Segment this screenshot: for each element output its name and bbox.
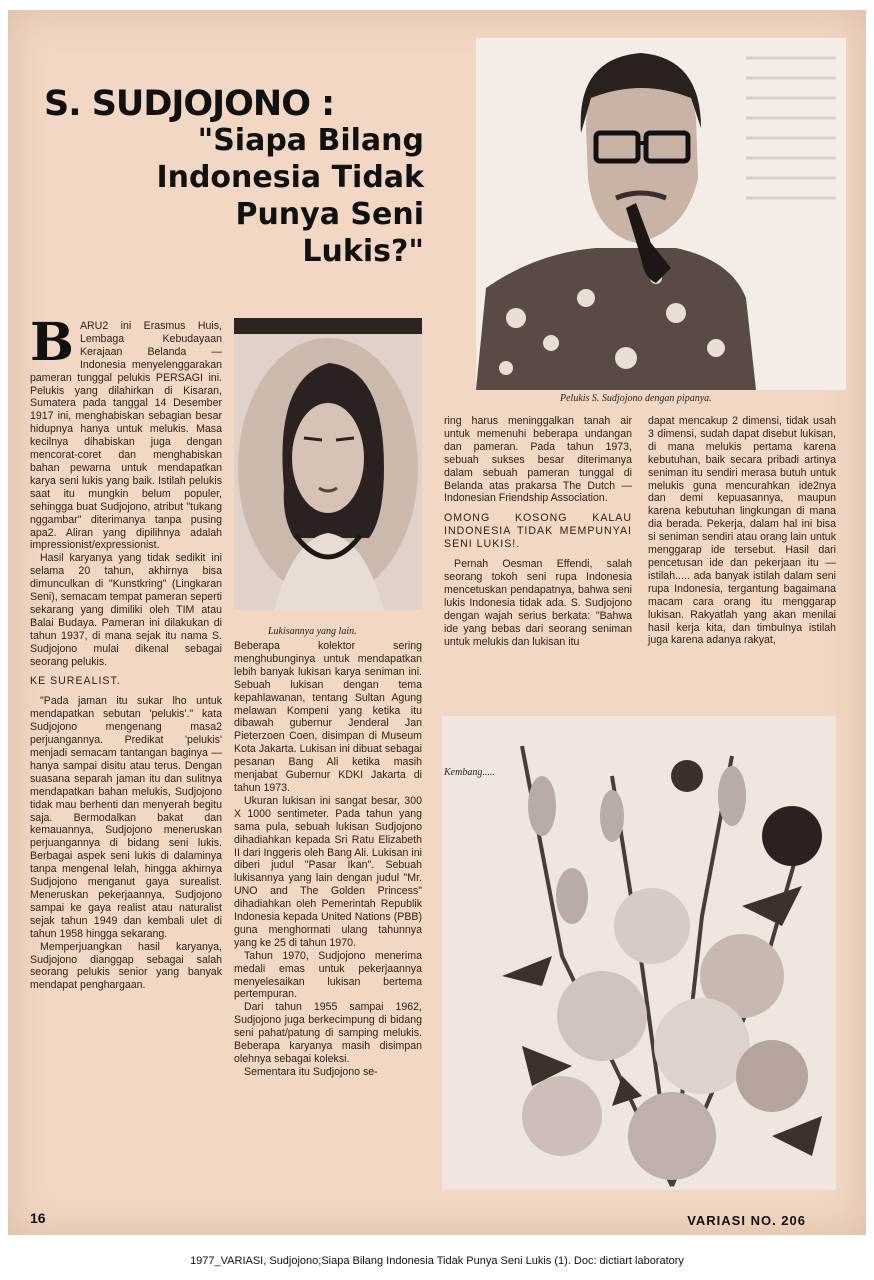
article-column-4 <box>648 415 836 647</box>
page-number: 16 <box>30 1210 46 1226</box>
paragraph: "Pada jaman itu sukar lho untuk mendapatkan sebutan 'pelukis'." kata Sudjojono mengenang masa2 perjuangannya. Predikat 'pelukis' menjadi semacam tantangan baginya — hanya sampai disitu atau terus. Dengan suasana separah jaman itu dan sulitnya mendapatkan bahan melukis, Sudjojono tidak mau berhenti dan menyerah begitu saja. Bermodalkan bakat dan kemauannya, Sudjojono meneruskan perjuangannya di bidang seni lukis. Berbagai aspek seni lukis di dalaminya tanpa mengenal lelah, hingga akhirnya Sudjojono menganut gaya surealist. Meneruskan pekerjaannya, Sudjojono sampai ke gaya realist atau naturalist sejak tahun 1949 dan kembali ulet di tahun 1958 hingga sekarang. <box>30 695 222 940</box>
paragraph: Memperjuangkan hasil karyanya, Sudjojono dianggap sebagai salah seorang pelukis senior yang banyak mendapat penghargaan. <box>30 940 222 992</box>
flower-painting-illustration <box>442 716 836 1190</box>
paragraph: Dari tahun 1955 sampai 1962, Sudjojono juga berkecimpung di bidang seni pahat/patung di samping melukis. Beberapa karyanya masih disimpan olehnya sebagai koleksi. <box>234 1001 422 1065</box>
paragraph: Ukuran lukisan ini sangat besar, 300 X 1000 sentimeter. Pada tahun yang sama pula, sebuah lukisan Sudjojono dihadiahkan kepada Sri Ratu Elizabeth II dari Inggeris oleh Bang Ali. Lukisan ini diberi judul "Pasar Ikan". Sebuah lukisannya yang lain dengan judul "Mr. UNO and The Golden Princess" dihadiahkan oleh Pemerintah Republik Indonesia kepada United Nations (PBB) guna menghormati ulang tahunnya yang ke 25 di tahun 1970. <box>234 794 422 949</box>
portrait-photo <box>476 38 846 390</box>
magazine-issue: VARIASI NO. 206 <box>687 1213 806 1228</box>
article-subtitle: "Siapa Bilang Indonesia Tidak Punya Seni Lukis?" <box>156 123 424 269</box>
article-column-1 <box>30 312 222 992</box>
paragraph: ring harus meninggalkan tanah air untuk memenuhi beberapa undangan dan pameran. Pada tahun 1973, sebuah sukses besar diterimanya dalam sebuah pameran tunggal di Belanda atas prakarsa The Dutch — Indonesian Friendship Association. <box>444 415 632 505</box>
paragraph: Hasil karyanya yang tidak sedikit ini selama 20 tahun, akhirnya bisa dimunculkan di "Kunstkring" (Lingkaran Seni), semacam tempat pameran seperti sekarang yang dimiliki oleh TIM atau Balai Budaya. Pameran ini dilakukan di tahun 1937, di mana sejak itu nama S. Sudjojono mulai dikenal sebagai seorang pelukis. <box>30 552 222 668</box>
paragraph: Pernah Oesman Effendi, salah seorang tokoh seni rupa Indonesia mencetuskan pendapatnya, bahwa seni lukis Indonesia tidak ada. S. Sudjojono dengan wajah serius berkata: "Bahwa ide yang bebas dari seorang seniman untuk melukis dan lukisan itu <box>444 558 632 648</box>
painting-woman-illustration <box>234 318 422 610</box>
flower-painting-caption: Kembang..... <box>444 767 495 778</box>
magazine-page <box>8 10 866 1235</box>
section-heading: KE SUREALIST. <box>30 675 121 688</box>
drop-cap: B <box>30 312 74 373</box>
paragraph: Beberapa kolektor sering menghubunginya untuk mendapatkan lebih banyak lukisan karya seniman ini. Sebuah lukisan dengan tema kepahlawanan, tentang Sultan Agung melawan Kompeni yang ketika itu dibawah gubernur Jenderal Jan Pieterzoen Coen, disimpan di Museum Kota Jakarta. Lukisan ini dibuat sebagai pesanan Bang Ali ketika masih menjabat Gubernur KDKI Jakarta di tahun 1973. <box>234 640 422 794</box>
portrait-caption: Pelukis S. Sudjojono dengan pipanya. <box>560 393 712 404</box>
paragraph: ARU2 ini Erasmus Huis, Lembaga Kebudayaan Kerajaan Belanda — Indonesia menyelenggarakan pameran tunggal pelukis PERSAGI ini. Pelukis yang dilahirkan di Kisaran, Sumatera pada tanggal 14 Desember 1917 ini, menghabiskan sebagian besar hidupnya hanya untuk melukis. Masa kecilnya dihabiskan juga dengan mencorat-coret dan menghabiskan bahan pewarna untuk mendapatkan karya seni lukis yang baik. Istilah pelukis saat itu mungkin belum populer, sehingga buat Sudjojono, atribut "tukang nggambar" diterimanya tanpa pusing apa2. Aliran yang dipilihnya adalah impressionist/expressionist. <box>30 320 222 552</box>
paragraph: dapat mencakup 2 dimensi, tidak usah 3 dimensi, sudah dapat disebut lukisan, di mana melukis pertama karena kebutuhan, baik secara pribadi artinya seniman itu sendiri merasa butuh untuk melukis guna mencurahkan ide2nya dan demi kepuasannya, maupun karena kebutuhan lingkungan di mana dia berada. Pekerja, dalam hal ini bisa si seniman sendiri atau orang lain untuk menggarap ide tersebut. Hasil dari pencetusan ide dan pekerjaan itu — istilah..... ada banyak istilah dalam seni rupa Indonesia, tergantung bagaimana macam cara orang itu menggarap lukisan. Rakyatlah yang akan menilai hasil kerja kita, dan timbulnya istilah juga karena adanya rakyat, <box>648 415 836 647</box>
flower-painting-photo <box>442 716 836 1190</box>
article-column-2 <box>234 640 422 1079</box>
document-caption: 1977_VARIASI, Sudjojono;Siapa Bilang Indonesia Tidak Punya Seni Lukis (1). Doc: dictiart laboratory <box>190 1255 684 1267</box>
article-title: S. SUDJOJONO : <box>44 84 335 124</box>
painting-woman-photo <box>234 318 422 610</box>
painting-woman-caption: Lukisannya yang lain. <box>268 626 357 637</box>
paragraph: Tahun 1970, Sudjojono menerima medali emas untuk pekerjaannya menyelesaikan lukisan bertema pertempuran. <box>234 949 422 1001</box>
paragraph: Sementara itu Sudjojono se- <box>244 1065 378 1078</box>
portrait-illustration <box>476 38 846 390</box>
article-column-3 <box>444 415 632 648</box>
section-heading: OMONG KOSONG KALAU INDONESIA TIDAK MEMPUNYAI SENI LUKIS!. <box>444 512 632 551</box>
